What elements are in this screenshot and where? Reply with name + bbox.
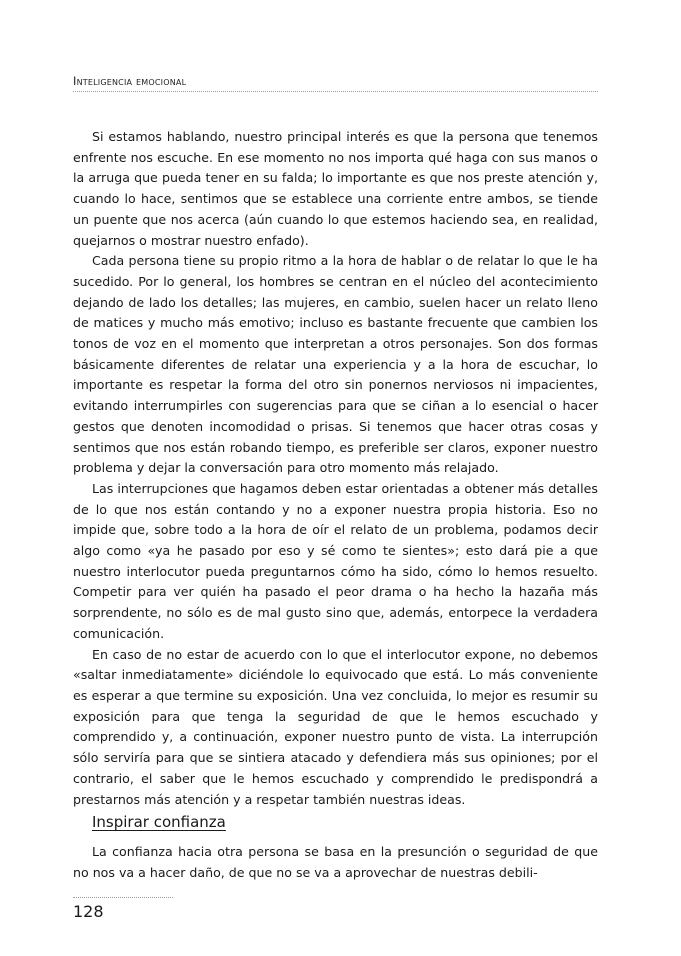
page-number: 128	[73, 902, 104, 921]
section-paragraph: La confianza hacia otra persona se basa en la presunción o seguridad de que no nos va a hacer daño, de que no se va a aprovechar de nuestras debili-	[73, 844, 598, 880]
paragraph-4: En caso de no estar de acuerdo con lo que el interlocutor expone, no debemos «saltar inmediatamente» diciéndole lo equivocado que está. Lo más conveniente es esperar a que termine su exposición. Una vez concluida, lo mejor es resumir su exposición para que tenga la seguridad de que le hemos escuchado y comprendido y, a continuación, exponer nuestro punto de vista. La interrupción sólo serviría para que se sintiera atacado y defendiera más sus opiniones; por el contrario, el saber que le hemos escuchado y comprendido le predispondrá a prestarnos más atención y a respetar también nuestras ideas.	[73, 646, 598, 807]
body-text	[73, 127, 598, 810]
section-body	[73, 842, 598, 883]
header-divider	[73, 91, 598, 92]
footer-divider	[73, 897, 173, 898]
section-heading: Inspirar confianza	[92, 813, 226, 831]
paragraph-2: Cada persona tiene su propio ritmo a la hora de hablar o de relatar lo que le ha sucedido. Por lo general, los hombres se centran en el núcleo del acontecimiento dejando de lado los detalles; las mujeres, en cambio, suelen hacer un relato lleno de matices y mucho más emotivo; incluso es bastante frecuente que cambien los tonos de voz en el momento que interpretan a otros personajes. Son dos formas básicamente diferentes de relatar una experiencia y a la hora de escuchar, lo importante es respetar la forma del otro sin ponernos nerviosos ni impacientes, evitando interrumpirles con sugerencias para que se ciñan a lo esencial o hacer gestos que denoten incomodidad o prisas. Si tenemos que hacer otras cosas y sentimos que nos están robando tiempo, es preferible ser claros, exponer nuestro problema y dejar la conversación para otro momento más relajado.	[73, 253, 598, 476]
running-header: Inteligencia emocional	[73, 74, 187, 88]
paragraph-1: Si estamos hablando, nuestro principal interés es que la persona que tenemos enfrente nos escuche. En ese momento no nos importa qué haga con sus manos o la arruga que pueda tener en su falda; lo importante es que nos preste atención y, cuando lo hace, sentimos que se establece una corriente entre ambos, se tiende un puente que nos acerca (aún cuando lo que estemos haciendo sea, en realidad, quejarnos o mostrar nuestro enfado).	[73, 129, 598, 248]
paragraph-3: Las interrupciones que hagamos deben estar orientadas a obtener más detalles de lo que nos están contando y no a exponer nuestra propia historia. Eso no impide que, sobre todo a la hora de oír el relato de un problema, podamos decir algo como «ya he pasado por eso y sé como te sientes»; esto dará pie a que nuestro interlocutor pueda preguntarnos cómo ha sido, cómo lo hemos resuelto. Competir para ver quién ha pasado el peor drama o ha hecho la hazaña más sorprendente, no sólo es de mal gusto sino que, además, entorpece la verdadera comunicación.	[73, 480, 598, 641]
